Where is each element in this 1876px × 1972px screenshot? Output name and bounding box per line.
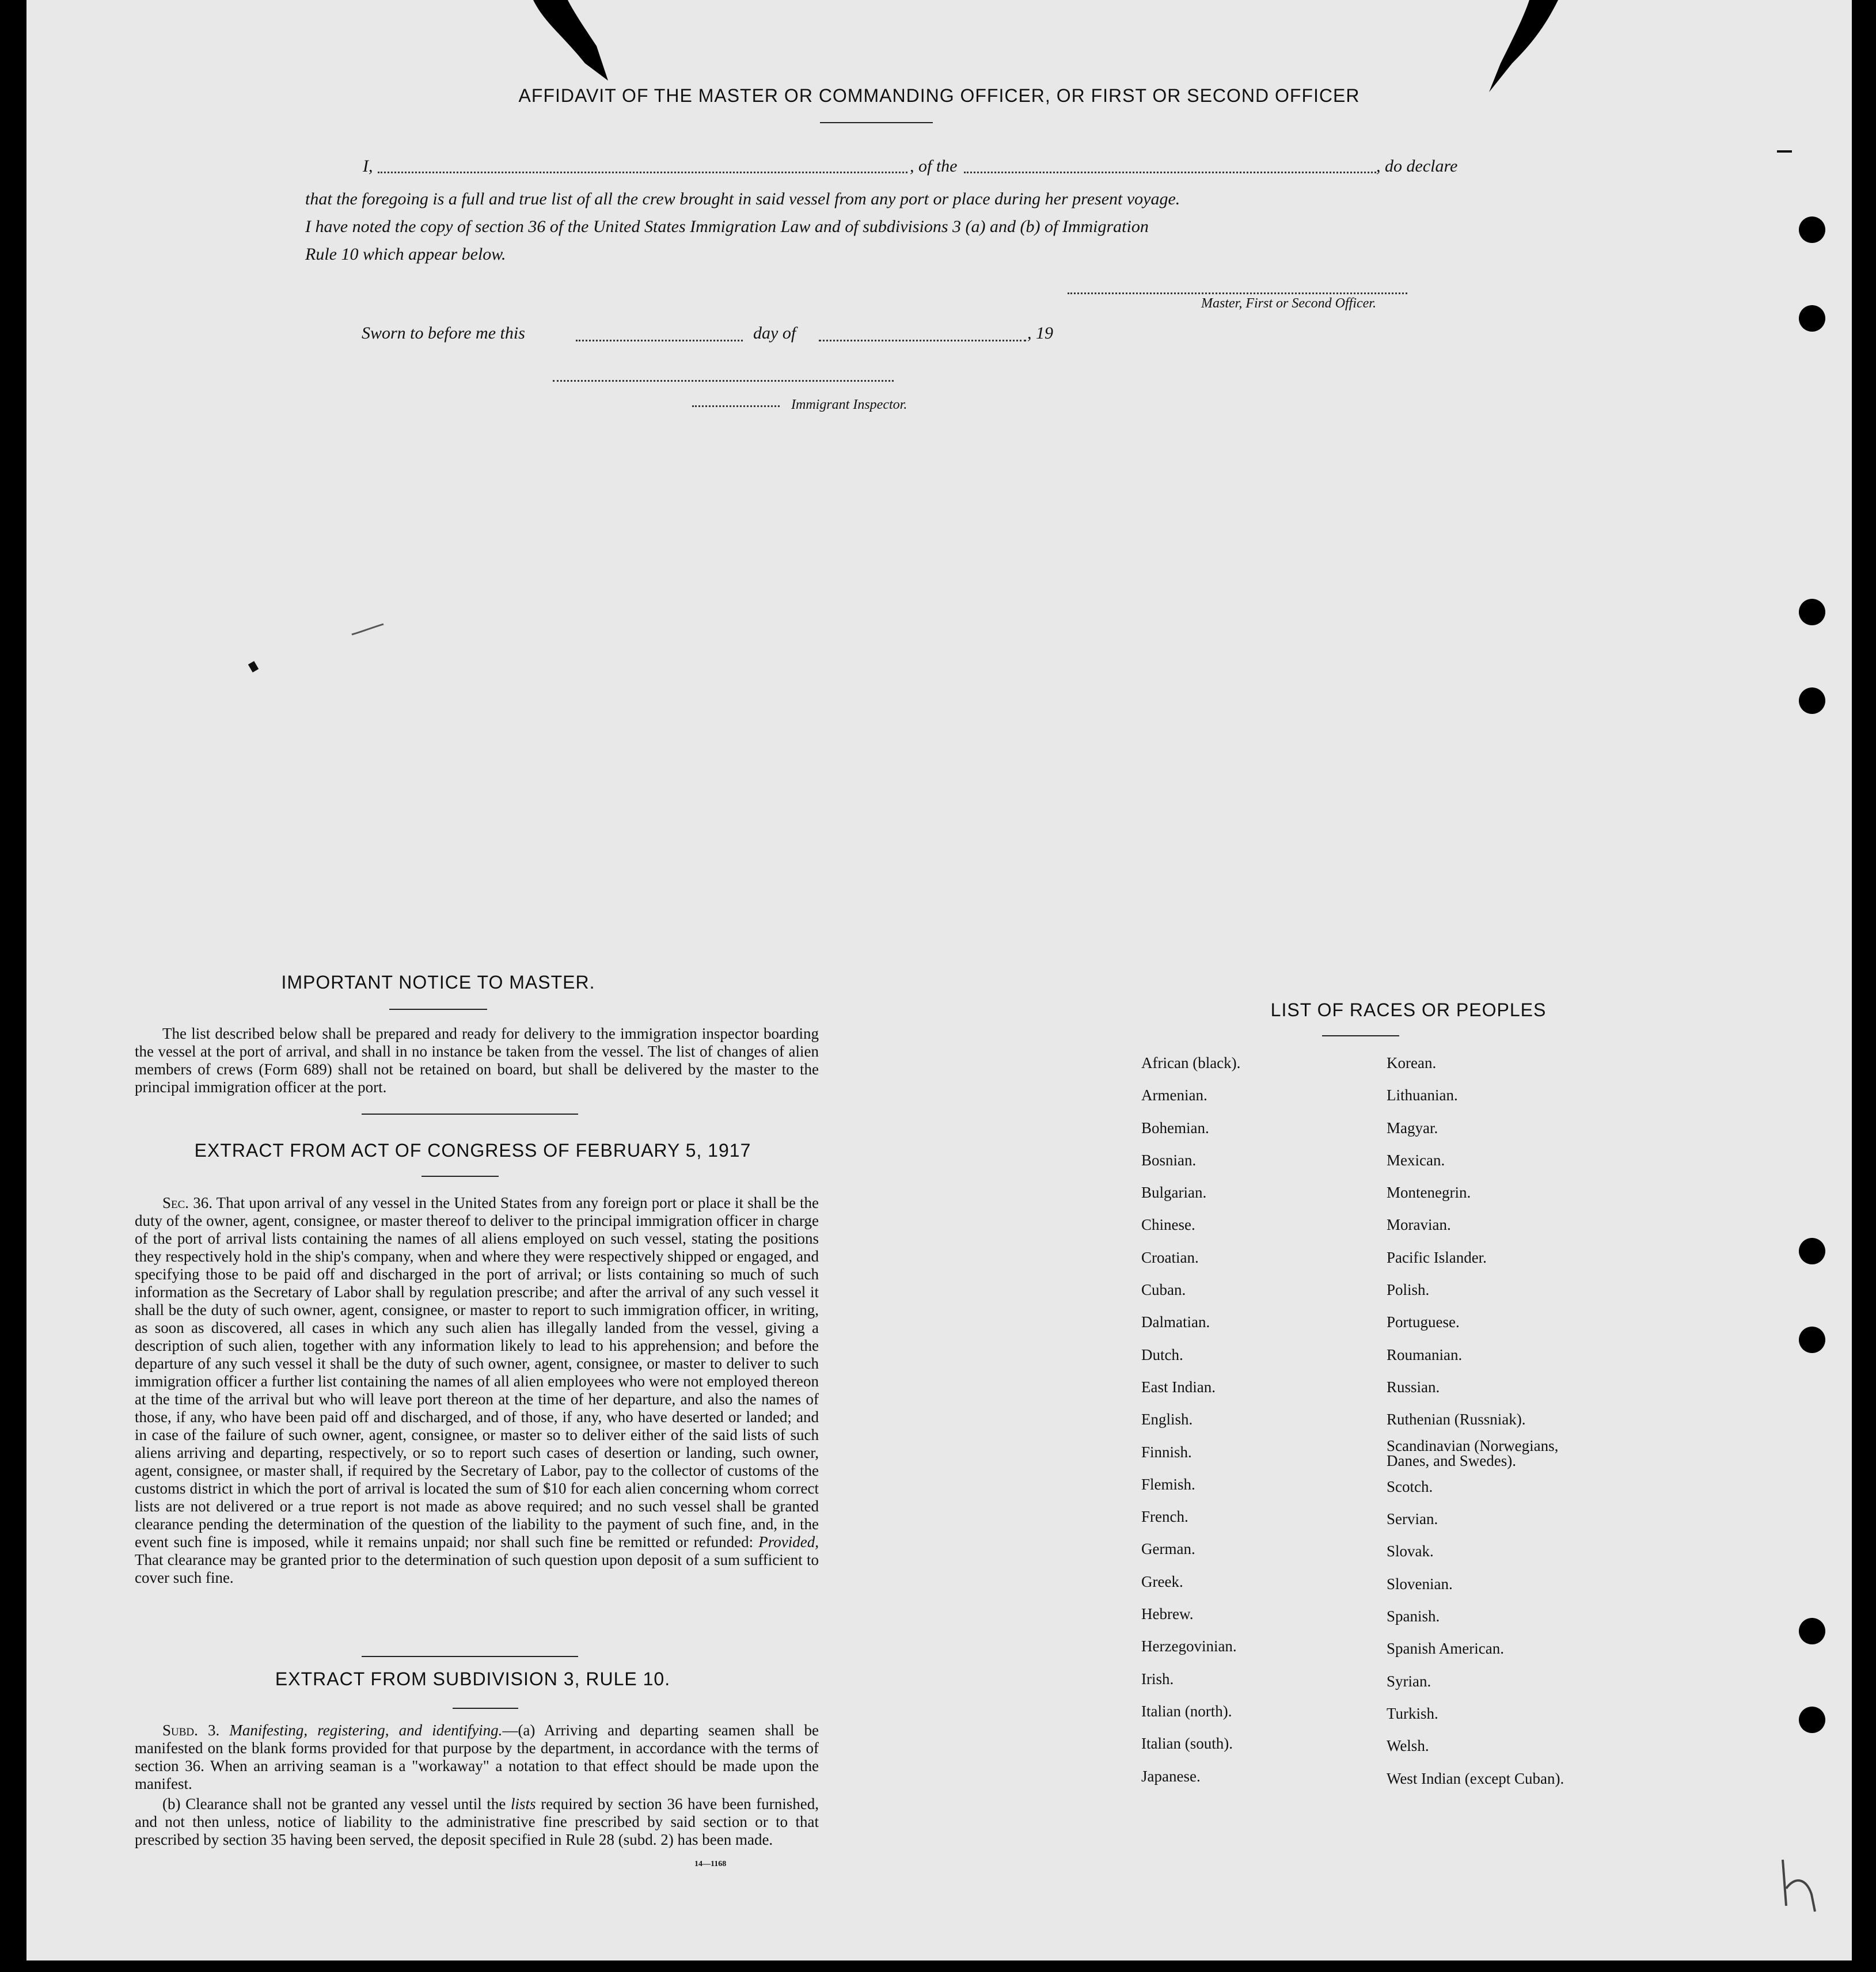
race-item: Korean. — [1387, 1054, 1437, 1072]
race-item: African (black). — [1141, 1054, 1241, 1072]
race-item: Slovak. — [1387, 1542, 1434, 1560]
subd-b-text — [135, 1795, 819, 1849]
race-item: Bohemian. — [1141, 1119, 1209, 1137]
punch-hole — [1799, 687, 1825, 714]
race-item: Spanish. — [1387, 1608, 1440, 1625]
race-item: Irish. — [1141, 1670, 1174, 1688]
race-item: Mexican. — [1387, 1151, 1445, 1169]
subd-a-text — [135, 1722, 819, 1793]
inspector-caption: Immigrant Inspector. — [791, 397, 907, 412]
sec-label: Sec. 36. — [162, 1194, 212, 1211]
race-item: Servian. — [1387, 1510, 1438, 1528]
affidavit-title: AFFIDAVIT OF THE MASTER OR COMMANDING OFFICER, OR FIRST OR SECOND OFFICER — [518, 85, 1360, 106]
punch-hole — [1799, 599, 1825, 625]
inspector-signature-field[interactable] — [553, 380, 894, 382]
race-item: Flemish. — [1141, 1475, 1195, 1493]
punch-hole — [1799, 1707, 1825, 1733]
form-page — [26, 0, 1852, 1960]
sworn-month-field[interactable] — [819, 340, 1026, 341]
affidavit-body-line: I have noted the copy of section 36 of the United States Immigration Law and of subdivisions 3 (a) and (b) of Immigration — [305, 217, 1149, 236]
section-36-text — [135, 1194, 819, 1587]
punch-hole — [1799, 305, 1825, 332]
title-rule — [389, 1009, 487, 1010]
race-item: Croatian. — [1141, 1248, 1199, 1266]
subd-b-lists: lists — [511, 1795, 536, 1813]
races-title: LIST OF RACES OR PEOPLES — [1270, 1000, 1547, 1020]
staple-mark-right — [1478, 0, 1564, 98]
race-item: Bulgarian. — [1141, 1184, 1207, 1202]
race-item: Magyar. — [1387, 1119, 1438, 1137]
race-item: Hebrew. — [1141, 1605, 1194, 1623]
day-of-label: day of — [753, 324, 796, 343]
race-item: Russian. — [1387, 1378, 1440, 1396]
title-rule — [453, 1708, 518, 1709]
of-the-label: , of the — [910, 157, 958, 176]
race-item: Bosnian. — [1141, 1151, 1197, 1169]
title-rule — [421, 1176, 499, 1177]
race-item: East Indian. — [1141, 1378, 1216, 1396]
race-item: Turkish. — [1387, 1704, 1438, 1722]
race-item: West Indian (except Cuban). — [1387, 1769, 1564, 1787]
race-item: English. — [1141, 1411, 1193, 1428]
race-item: Chinese. — [1141, 1216, 1195, 1234]
punch-hole — [1799, 1327, 1825, 1353]
title-rule — [820, 122, 933, 123]
race-item: Cuban. — [1141, 1281, 1186, 1299]
master-signature-caption: Master, First or Second Officer. — [1201, 296, 1376, 311]
race-item: Syrian. — [1387, 1672, 1431, 1690]
extract-act-title: EXTRACT FROM ACT OF CONGRESS OF FEBRUARY 5, 1917 — [194, 1140, 751, 1161]
form-number: 14—1168 — [694, 1860, 727, 1868]
race-item: Herzegovinian. — [1141, 1637, 1237, 1655]
sec-body: That upon arrival of any vessel in the United States from any foreign port or place it shall be the duty of the owner, agent, consignee, or master thereof to deliver to the principal immigration officer in charge of the port of arrival lists containing the names of all aliens employed on such vessel, stating the positions they respectively hold in the ship's company, when and where they were respectively shipped or engaged, and specifying those to be paid off and discharged in the port of arrival; or lists containing so much of such information as the Secretary of Labor shall by regulation prescribe; and after the arrival of any such vessel it shall be the duty of such owner, agent, consignee, or master to report to such immigration officer, in writing, as soon as discovered, all cases in which any such alien has illegally landed from the vessel, giving a description of such alien, together with any information likely to lead to his apprehension; and before the departure of any such vessel it shall be the duty of such owner, agent, consignee, or master to deliver to such immigration officer a further list containing the names of all alien employees who were not employed thereon at the time of the arrival but who will leave port thereon at the time of her departure, and also the names of those, if any, who have been paid off and discharged, and of those, if any, who have deserted or landed; and in case of the failure of such owner, agent, consignee, or master so to deliver either of the said lists of such aliens arriving and departing, respectively, or so to report such cases of desertion or landing, such owner, agent, consignee, or master shall, if required by the Secretary of Labor, pay to the collector of customs of the customs district in which the port of arrival is located the sum of $10 for each alien concerning whom correct lists are not delivered or a true report is not made as above required; and no such vessel shall be granted clearance pending the determination of the question of the liability to the payment of such fine, and, in the event such fine is imposed, while it remains unpaid; nor shall such fine be remitted or refunded: — [135, 1194, 819, 1551]
race-item: French. — [1141, 1508, 1188, 1526]
race-item: Welsh. — [1387, 1737, 1429, 1755]
race-item: Spanish American. — [1387, 1640, 1504, 1658]
section-divider — [362, 1656, 578, 1657]
races-left-column — [1141, 1047, 1240, 1792]
extract-rule-title: EXTRACT FROM SUBDIVISION 3, RULE 10. — [275, 1669, 671, 1689]
race-item: Greek. — [1141, 1572, 1183, 1590]
race-item: Polish. — [1387, 1281, 1430, 1299]
punch-hole — [1799, 1618, 1825, 1644]
race-item: Finnish. — [1141, 1443, 1192, 1461]
race-item: Scotch. — [1387, 1477, 1433, 1495]
do-declare-label: , do declare — [1376, 157, 1458, 176]
races-right-column — [1387, 1047, 1600, 1795]
race-item: Montenegrin. — [1387, 1184, 1471, 1202]
year-label: , 19 — [1027, 324, 1053, 343]
subd-heading: Manifesting, registering, and identifying. — [229, 1722, 503, 1739]
subd-a-body: —(a) Arriving and departing seamen shall be manifested on the blank forms provided for that purpose by the department, in accordance with the terms of section 36. When an arriving seaman is a "workaway" a notation to that effect should be made upon the manifest. — [135, 1722, 819, 1792]
race-item: Portuguese. — [1387, 1313, 1460, 1331]
race-item: Moravian. — [1387, 1216, 1451, 1234]
sworn-label: Sworn to before me this — [362, 324, 525, 343]
stray-pen-mark — [349, 622, 389, 639]
notice-title: IMPORTANT NOTICE TO MASTER. — [281, 972, 595, 993]
subd-b-end: required by section 36 have been furnished, and not then unless, notice of liability to the administrative fine prescribed by said section or to that prescribed by section 35 having been served, the deposit specified in Rule 28 (subd. 2) has been made. — [135, 1795, 819, 1848]
race-item: Ruthenian (Russniak). — [1387, 1411, 1526, 1428]
sworn-day-field[interactable] — [576, 340, 743, 341]
provided-label: Provided, — [758, 1533, 819, 1551]
handwritten-mark — [1777, 1854, 1829, 1917]
race-item: Roumanian. — [1387, 1346, 1463, 1363]
i-label: I, — [363, 157, 373, 176]
stray-ink-dot — [248, 661, 259, 672]
edge-mark — [1777, 150, 1792, 153]
notice-text: The list described below shall be prepared and ready for delivery to the immigration inspector boarding the vessel at the port of arrival, and shall in no instance be taken from the vessel. The list of changes of alien members of crews (Form 689) shall not be retained on board, but shall be delivered by the master to the principal immigration officer at the port. — [135, 1025, 819, 1096]
affidavit-body-line: that the foregoing is a full and true list of all the crew brought in said vessel from any port or place during her present voyage. — [305, 189, 1180, 208]
race-item: Japanese. — [1141, 1767, 1201, 1785]
punch-hole — [1799, 1238, 1825, 1264]
race-item: Dutch. — [1141, 1346, 1183, 1363]
race-item: Italian (south). — [1141, 1735, 1233, 1753]
title-rule — [1322, 1035, 1399, 1036]
vessel-field[interactable] — [964, 172, 1376, 173]
subd-b-start: (b) Clearance shall not be granted any vessel until the — [162, 1795, 506, 1813]
race-item: Scandinavian (Norwegians, Danes, and Swedes). — [1387, 1437, 1559, 1469]
master-signature-field[interactable] — [1068, 292, 1407, 294]
race-item: Italian (north). — [1141, 1702, 1232, 1720]
race-item: Armenian. — [1141, 1086, 1207, 1104]
race-item: German. — [1141, 1540, 1195, 1558]
staple-mark-left — [522, 0, 614, 86]
inspector-prefix-field[interactable] — [692, 405, 780, 407]
sec-body-end: That clearance may be granted prior to the determination of such question upon deposit of a sum sufficient to cover such fine. — [135, 1551, 819, 1586]
name-field[interactable] — [378, 172, 907, 173]
section-divider — [362, 1114, 578, 1115]
race-item: Lithuanian. — [1387, 1086, 1458, 1104]
race-item: Pacific Islander. — [1387, 1248, 1487, 1266]
subd-label: Subd. 3. — [162, 1722, 220, 1739]
punch-hole — [1799, 216, 1825, 243]
race-item: Dalmatian. — [1141, 1313, 1210, 1331]
affidavit-body-line: Rule 10 which appear below. — [305, 245, 506, 264]
race-item: Slovenian. — [1387, 1575, 1453, 1593]
affidavit-body — [305, 185, 1472, 268]
